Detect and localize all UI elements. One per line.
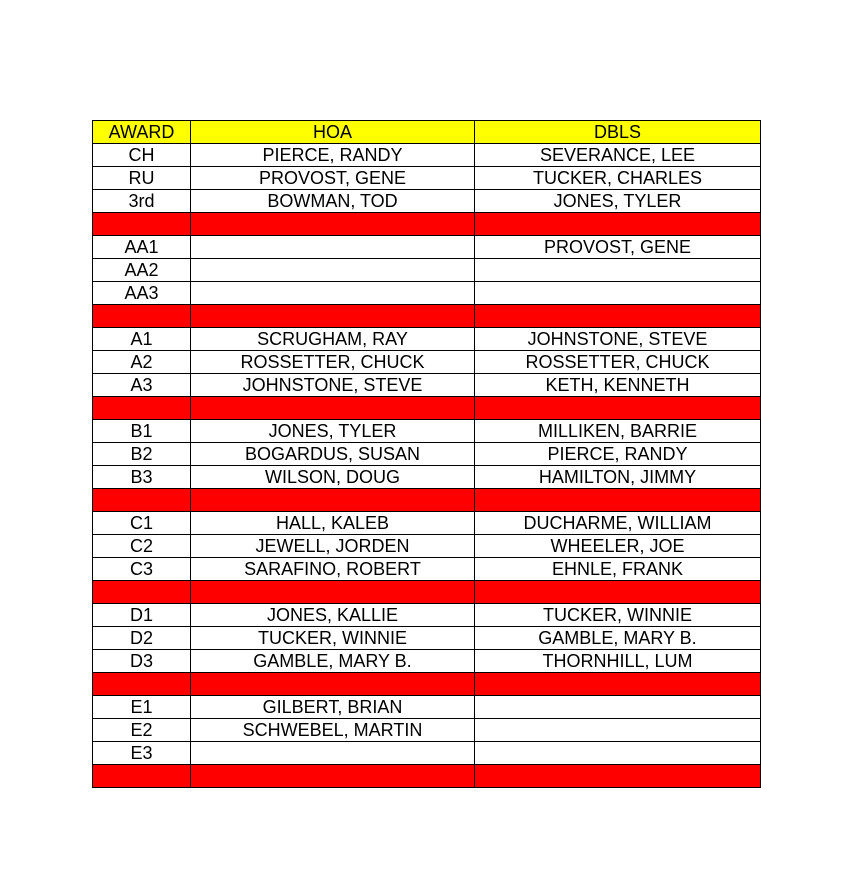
table-row <box>93 650 761 673</box>
separator-row <box>93 765 761 788</box>
award-cell: C2 <box>93 535 191 558</box>
dbls-cell: DUCHARME, WILLIAM <box>475 512 761 535</box>
awards-table <box>92 120 761 788</box>
hoa-cell: SARAFINO, ROBERT <box>191 558 475 581</box>
table-row <box>93 512 761 535</box>
table-body <box>93 144 761 788</box>
hoa-cell: GAMBLE, MARY B. <box>191 650 475 673</box>
award-cell: AA1 <box>93 236 191 259</box>
hoa-cell: JOHNSTONE, STEVE <box>191 374 475 397</box>
table-row <box>93 420 761 443</box>
award-cell: B3 <box>93 466 191 489</box>
dbls-cell: EHNLE, FRANK <box>475 558 761 581</box>
hoa-cell: WILSON, DOUG <box>191 466 475 489</box>
table-row <box>93 328 761 351</box>
dbls-cell: JOHNSTONE, STEVE <box>475 328 761 351</box>
separator-cell <box>191 673 475 696</box>
hoa-cell <box>191 259 475 282</box>
separator-cell <box>93 213 191 236</box>
hoa-cell: TUCKER, WINNIE <box>191 627 475 650</box>
award-cell: A2 <box>93 351 191 374</box>
award-cell: C3 <box>93 558 191 581</box>
separator-row <box>93 581 761 604</box>
hoa-cell: GILBERT, BRIAN <box>191 696 475 719</box>
hoa-cell: BOGARDUS, SUSAN <box>191 443 475 466</box>
dbls-cell: KETH, KENNETH <box>475 374 761 397</box>
dbls-cell: SEVERANCE, LEE <box>475 144 761 167</box>
separator-cell <box>191 305 475 328</box>
award-cell: CH <box>93 144 191 167</box>
award-cell: C1 <box>93 512 191 535</box>
separator-cell <box>93 765 191 788</box>
dbls-cell: JONES, TYLER <box>475 190 761 213</box>
table-row <box>93 259 761 282</box>
award-cell: A3 <box>93 374 191 397</box>
dbls-cell: HAMILTON, JIMMY <box>475 466 761 489</box>
separator-cell <box>93 489 191 512</box>
separator-cell <box>475 489 761 512</box>
table-row <box>93 167 761 190</box>
table-row <box>93 719 761 742</box>
dbls-cell <box>475 259 761 282</box>
hoa-cell: JEWELL, JORDEN <box>191 535 475 558</box>
table-row <box>93 282 761 305</box>
header-dbls: DBLS <box>475 121 761 144</box>
separator-cell <box>93 673 191 696</box>
award-cell: E3 <box>93 742 191 765</box>
table-row <box>93 374 761 397</box>
separator-cell <box>475 213 761 236</box>
hoa-cell: JONES, TYLER <box>191 420 475 443</box>
separator-row <box>93 489 761 512</box>
table-row <box>93 236 761 259</box>
hoa-cell <box>191 742 475 765</box>
dbls-cell: MILLIKEN, BARRIE <box>475 420 761 443</box>
dbls-cell <box>475 282 761 305</box>
hoa-cell <box>191 282 475 305</box>
header-row <box>93 121 761 144</box>
award-cell: D3 <box>93 650 191 673</box>
hoa-cell: SCRUGHAM, RAY <box>191 328 475 351</box>
table-row <box>93 535 761 558</box>
table-row <box>93 466 761 489</box>
award-cell: AA3 <box>93 282 191 305</box>
award-cell: B2 <box>93 443 191 466</box>
dbls-cell: TUCKER, CHARLES <box>475 167 761 190</box>
hoa-cell: SCHWEBEL, MARTIN <box>191 719 475 742</box>
table-row <box>93 443 761 466</box>
header-award: AWARD <box>93 121 191 144</box>
separator-cell <box>475 673 761 696</box>
table-row <box>93 190 761 213</box>
award-cell: E1 <box>93 696 191 719</box>
hoa-cell <box>191 236 475 259</box>
separator-cell <box>191 397 475 420</box>
award-cell: D2 <box>93 627 191 650</box>
hoa-cell: PROVOST, GENE <box>191 167 475 190</box>
table-row <box>93 558 761 581</box>
dbls-cell <box>475 696 761 719</box>
separator-cell <box>475 765 761 788</box>
table-row <box>93 351 761 374</box>
separator-cell <box>475 305 761 328</box>
dbls-cell <box>475 719 761 742</box>
table-row <box>93 627 761 650</box>
table-row <box>93 696 761 719</box>
award-cell: D1 <box>93 604 191 627</box>
separator-cell <box>191 213 475 236</box>
table-row <box>93 742 761 765</box>
award-cell: B1 <box>93 420 191 443</box>
separator-cell <box>93 305 191 328</box>
separator-row <box>93 397 761 420</box>
separator-cell <box>93 397 191 420</box>
award-cell: RU <box>93 167 191 190</box>
separator-cell <box>475 581 761 604</box>
dbls-cell: THORNHILL, LUM <box>475 650 761 673</box>
separator-row <box>93 673 761 696</box>
header-hoa: HOA <box>191 121 475 144</box>
award-cell: AA2 <box>93 259 191 282</box>
separator-cell <box>475 397 761 420</box>
hoa-cell: JONES, KALLIE <box>191 604 475 627</box>
table-header <box>93 121 761 144</box>
separator-row <box>93 305 761 328</box>
separator-row <box>93 213 761 236</box>
separator-cell <box>191 765 475 788</box>
dbls-cell: WHEELER, JOE <box>475 535 761 558</box>
award-cell: E2 <box>93 719 191 742</box>
dbls-cell: ROSSETTER, CHUCK <box>475 351 761 374</box>
table-row <box>93 144 761 167</box>
hoa-cell: PIERCE, RANDY <box>191 144 475 167</box>
dbls-cell <box>475 742 761 765</box>
dbls-cell: GAMBLE, MARY B. <box>475 627 761 650</box>
hoa-cell: BOWMAN, TOD <box>191 190 475 213</box>
dbls-cell: PIERCE, RANDY <box>475 443 761 466</box>
hoa-cell: HALL, KALEB <box>191 512 475 535</box>
award-cell: 3rd <box>93 190 191 213</box>
dbls-cell: TUCKER, WINNIE <box>475 604 761 627</box>
dbls-cell: PROVOST, GENE <box>475 236 761 259</box>
separator-cell <box>93 581 191 604</box>
table-row <box>93 604 761 627</box>
separator-cell <box>191 489 475 512</box>
separator-cell <box>191 581 475 604</box>
hoa-cell: ROSSETTER, CHUCK <box>191 351 475 374</box>
award-cell: A1 <box>93 328 191 351</box>
